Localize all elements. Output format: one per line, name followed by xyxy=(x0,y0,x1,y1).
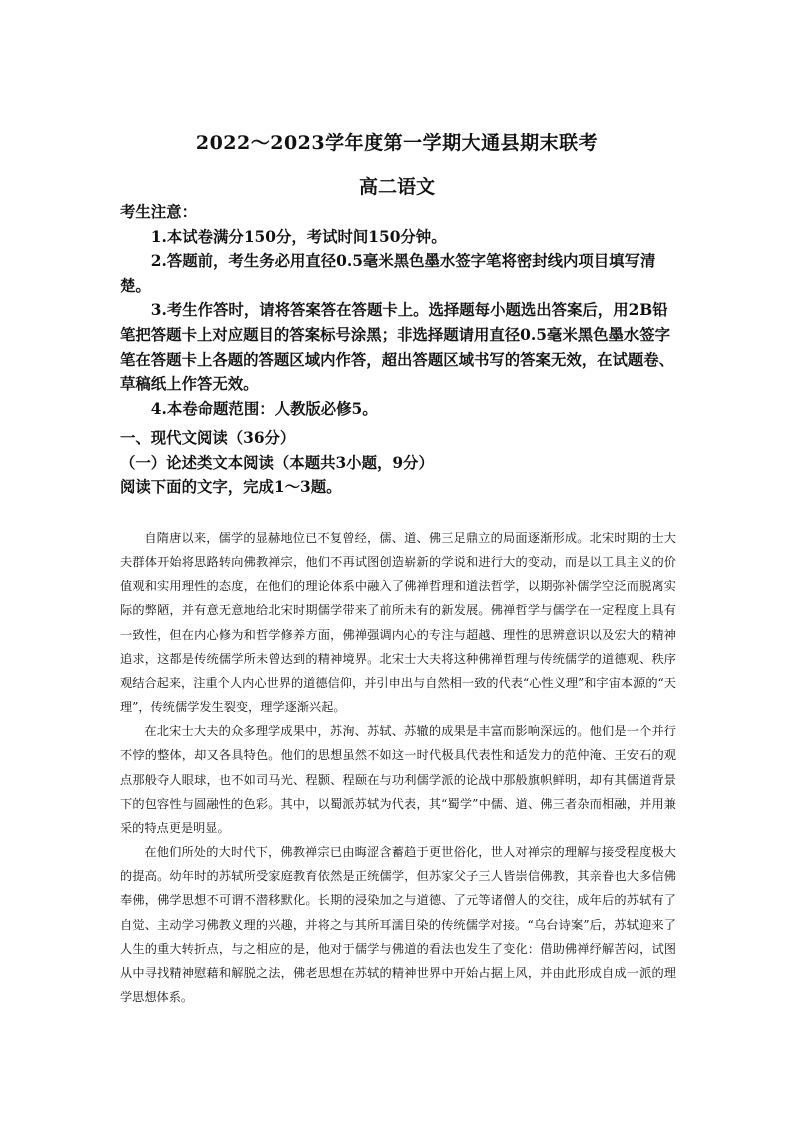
section-title: 一、现代文阅读（36分） xyxy=(120,429,296,447)
notice-block xyxy=(120,200,676,421)
notice-item: 3.考生作答时，请将答案答在答题卡上。选择题每小题选出答案后，用2B铅笔把答题卡上对应题目的答案标号涂黑；非选择题请用直径0.5毫米黑色墨水签字笔在答题卡上各题的答题区域内作答，超出答题区域书写的答案无效，在试题卷、草稿纸上作答无效。 xyxy=(120,301,675,394)
reading-instruction: 阅读下面的文字，完成1～3题。 xyxy=(120,478,342,497)
notice-item: 4.本卷命题范围：人教版必修5。 xyxy=(150,399,378,418)
passage-paragraph: 在他们所处的大时代下，佛教禅宗已由晦涩含蓄趋于更世俗化，世人对禅宗的理解与接受程度极大的提高。幼年时的苏轼所受家庭教育依然是正统儒学，但苏家父子三人皆崇信佛教，其亲眷也大多信佛奉佛，佛学思想不可谓不潜移默化。长期的浸染加之与道德、了元等诸僧人的交往，成年后的苏轼有了自觉、主动学习佛教义理的兴趣，并将之与其所耳濡目染的传统儒学对接。“乌台诗案”后，苏轼迎来了人生的重大转折点，与之相应的是，他对于儒学与佛道的看法也发生了变化：借助佛禅纾解苦闷，试图从中寻找精神慰藉和解脱之法，佛老思想在苏轼的精神世界中开始占据上风，并由此形成自成一派的理学思想体系。 xyxy=(120,845,676,1004)
notice-item: 1.本试卷满分150分，考试时间150分钟。 xyxy=(150,227,447,246)
notice-heading: 考生注意： xyxy=(120,203,197,221)
passage-paragraph: 在北宋士大夫的众多理学成果中，苏洵、苏轼、苏辙的成果是丰富而影响深远的。他们是一个并行不悖的整体，却又各具特色。他们的思想虽然不如这一时代极具代表性和适发力的范仲淹、王安石的观点那般夺人眼球，也不如司马光、程颢、程颐在与功利儒学派的论战中那般旗帜鲜明，却有其儒道背景下的包容性与圆融性的色彩。其中，以蜀派苏轼为代表，其“蜀学”中儒、道、佛三者杂而相融，并用兼采的特点更是明显。 xyxy=(120,724,676,835)
notice-item: 2.答题前，考生务必用直径0.5毫米黑色墨水签字笔将密封线内项目填写清楚。 xyxy=(120,252,656,295)
passage-paragraph: 自隋唐以来，儒学的显赫地位已不复曾经，儒、道、佛三足鼎立的局面逐渐形成。北宋时期的士大夫群体开始将思路转向佛教禅宗，他们不再试图创造崭新的学说和进行大的变动，而是以工具主义的价值观和实用理性的态度，在他们的理论体系中融入了佛禅哲理和道法哲学，以期弥补儒学空泛而脱离实际的弊陋，并有意无意地给北宋时期儒学带来了前所未有的新发展。佛禅哲学与儒学在一定程度上具有一致性，但在内心修为和哲学修养方面，佛禅强调内心的专注与超越、理性的思辨意识以及宏大的精神追求，这都是传统儒学所未曾达到的精神境界。北宋士大夫将这种佛禅哲理与传统儒学的道德观、秩序观结合起来，注重个人内心世界的道德信仰，并引申出与自然相一致的代表“心性义理”和宇宙本源的“天理”，传统儒学发生裂变，理学逐渐兴起。 xyxy=(120,531,676,715)
reading-passage xyxy=(120,526,676,1009)
section-heading-block xyxy=(120,426,676,500)
exam-title: 2022～2023学年度第一学期大通县期末联考 xyxy=(195,132,599,154)
subsection-title: （一）论述类文本阅读（本题共3小题，9分） xyxy=(120,453,434,472)
exam-subject: 高二语文 xyxy=(358,176,435,198)
